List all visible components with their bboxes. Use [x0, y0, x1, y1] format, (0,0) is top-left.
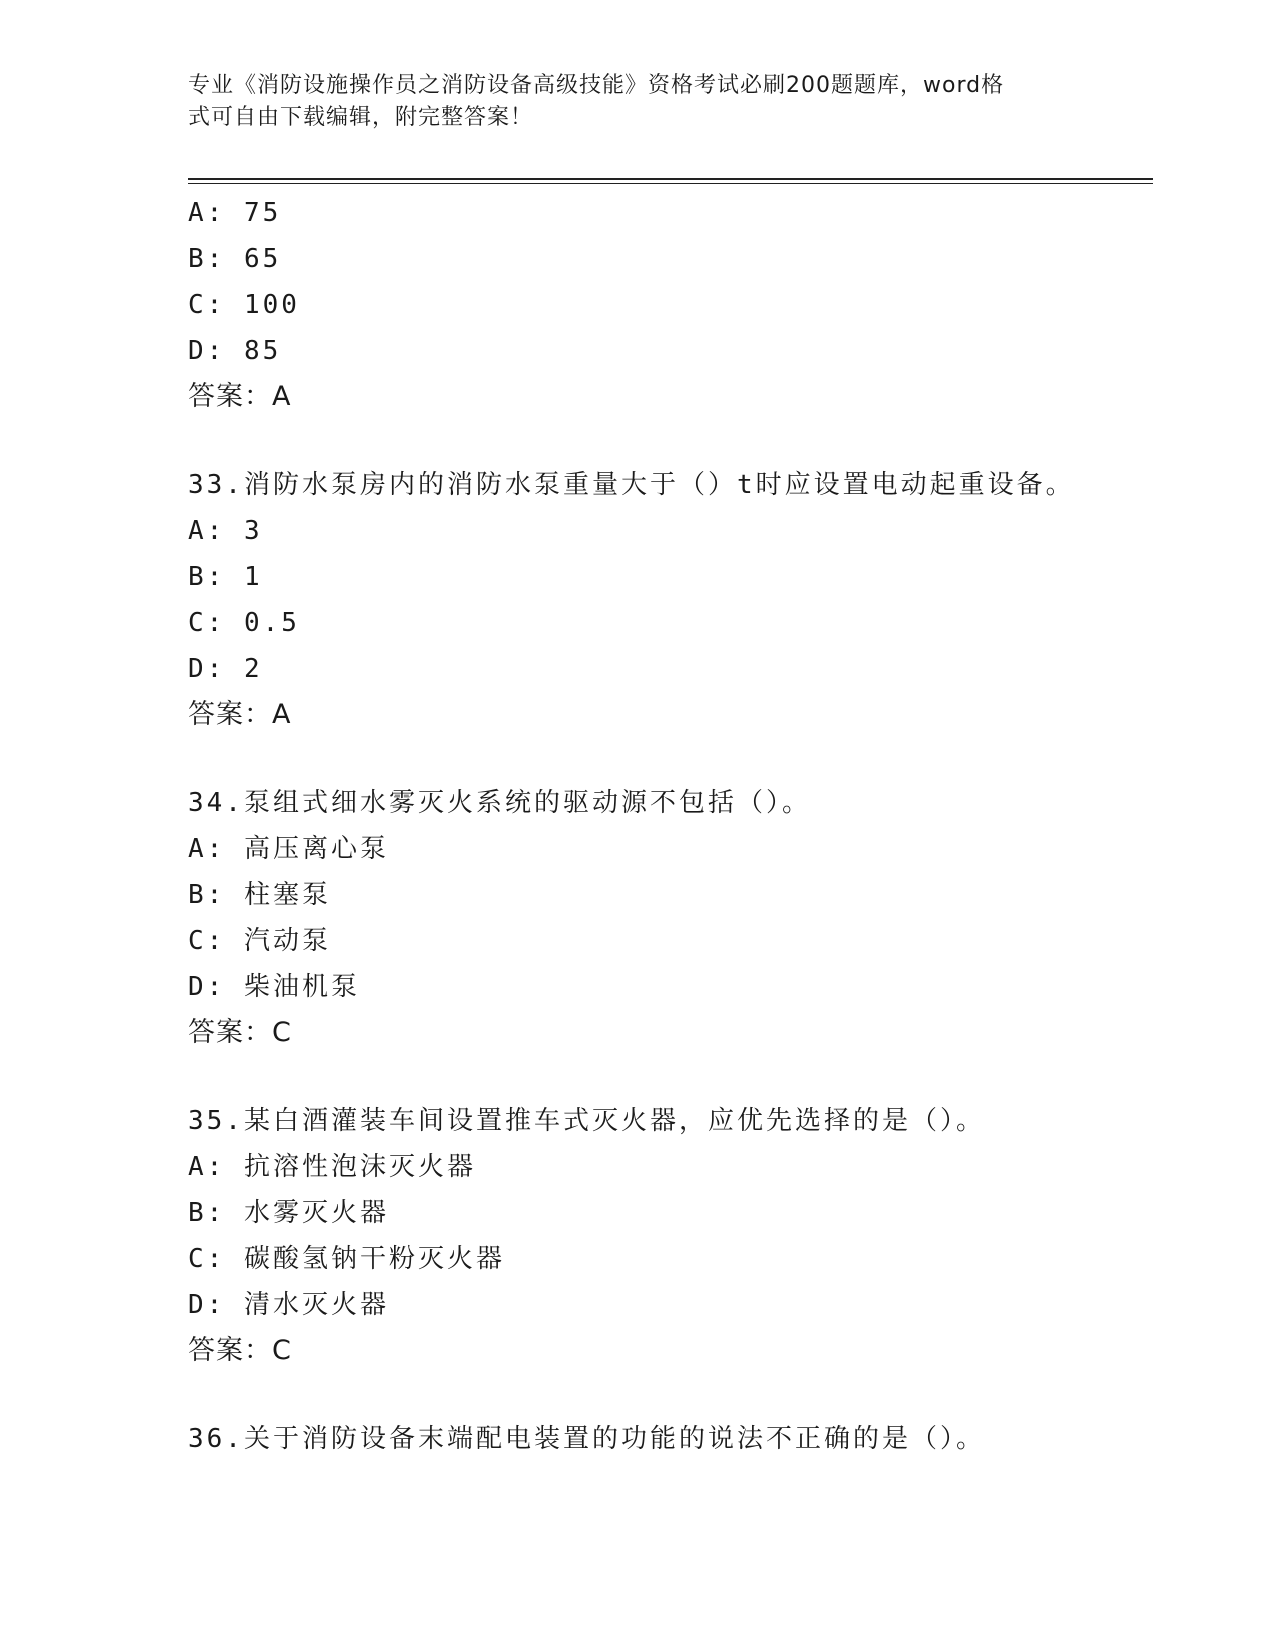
option-b: B: 水雾灭火器: [188, 1198, 389, 1228]
question-title: 36.关于消防设备末端配电装置的功能的说法不正确的是（）。: [188, 1424, 985, 1454]
question-block-32: [188, 190, 1153, 420]
question-block-36: [188, 1416, 1153, 1462]
question-block-33: [188, 462, 1153, 738]
option-d: D: 清水灭火器: [188, 1290, 389, 1320]
option-a: A: 高压离心泵: [188, 834, 389, 864]
header-divider-thick: [188, 178, 1153, 180]
header-line-2: 式可自由下载编辑，附完整答案！: [188, 105, 534, 130]
option-c: C: 碳酸氢钠干粉灭火器: [188, 1244, 505, 1274]
question-block-34: [188, 780, 1153, 1056]
option-d: D: 柴油机泵: [188, 972, 360, 1002]
answer-label: 答案：C: [188, 1017, 292, 1048]
option-c: C: 汽动泵: [188, 926, 331, 956]
document-header: [188, 70, 1078, 134]
option-d: D: 85: [188, 336, 282, 366]
option-c: C: 100: [188, 290, 300, 320]
option-a: A: 3: [188, 516, 263, 546]
option-a: A: 抗溶性泡沫灭火器: [188, 1152, 476, 1182]
option-b: B: 1: [188, 562, 263, 592]
answer-label: 答案：A: [188, 381, 292, 412]
option-c: C: 0.5: [188, 608, 300, 638]
header-line-1: 专业《消防设施操作员之消防设备高级技能》资格考试必刷200题题库，word格: [188, 73, 1005, 98]
question-title: 33.消防水泵房内的消防水泵重量大于（）t时应设置电动起重设备。: [188, 470, 1075, 500]
question-list: [188, 190, 1153, 1462]
question-title: 35.某白酒灌装车间设置推车式灭火器，应优先选择的是（）。: [188, 1106, 985, 1136]
answer-label: 答案：A: [188, 699, 292, 730]
option-b: B: 柱塞泵: [188, 880, 331, 910]
question-block-35: [188, 1098, 1153, 1374]
option-a: A: 75: [188, 198, 282, 228]
header-divider-thin: [188, 183, 1153, 184]
option-b: B: 65: [188, 244, 282, 274]
option-d: D: 2: [188, 654, 263, 684]
question-title: 34.泵组式细水雾灭火系统的驱动源不包括（）。: [188, 788, 811, 818]
answer-label: 答案：C: [188, 1335, 292, 1366]
